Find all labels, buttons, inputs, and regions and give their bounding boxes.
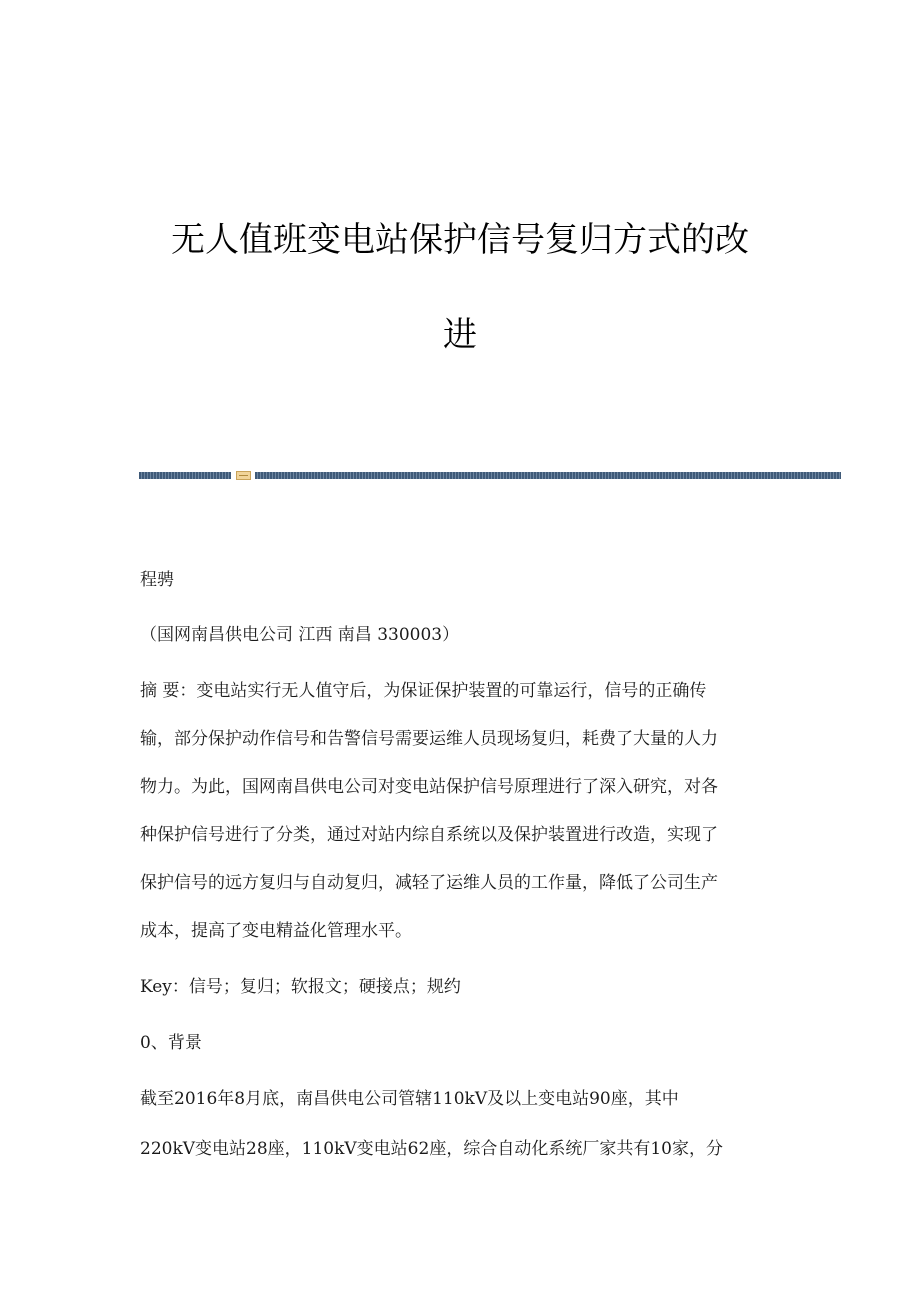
divider-bar-left — [139, 472, 231, 479]
abstract-line: 种保护信号进行了分类，通过对站内综自系统以及保护装置进行改造，实现了 — [140, 825, 718, 845]
divider-bar-right — [255, 472, 841, 479]
abstract-line: 物力。为此，国网南昌供电公司对变电站保护信号原理进行了深入研究，对各 — [140, 777, 718, 797]
abstract-line: 输，部分保护动作信号和告警信号需要运维人员现场复归，耗费了大量的人力 — [140, 729, 718, 749]
document-title-line-1: 无人值班变电站保护信号复归方式的改 — [171, 220, 749, 260]
keywords: Key：信号；复归；软报文；硬接点；规约 — [140, 977, 461, 997]
envelope-ornament-icon — [236, 471, 251, 480]
author-affiliation: （国网南昌供电公司 江西 南昌 330003） — [140, 625, 460, 645]
document-title-line-2: 进 — [443, 315, 477, 355]
abstract-line: 摘 要：变电站实行无人值守后，为保证保护装置的可靠运行，信号的正确传 — [140, 681, 707, 701]
abstract-line: 保护信号的远方复归与自动复归，减轻了运维人员的工作量，降低了公司生产 — [140, 873, 718, 893]
abstract-line: 成本，提高了变电精益化管理水平。 — [140, 921, 412, 941]
body-line: 截至2016年8月底，南昌供电公司管辖110kV及以上变电站90座，其中 — [140, 1089, 679, 1109]
body-line: 220kV变电站28座，110kV变电站62座，综合自动化系统厂家共有10家，分 — [140, 1139, 723, 1159]
author-name: 程骋 — [140, 570, 174, 590]
section-heading: 0、背景 — [140, 1033, 202, 1053]
decorative-divider — [139, 471, 841, 480]
